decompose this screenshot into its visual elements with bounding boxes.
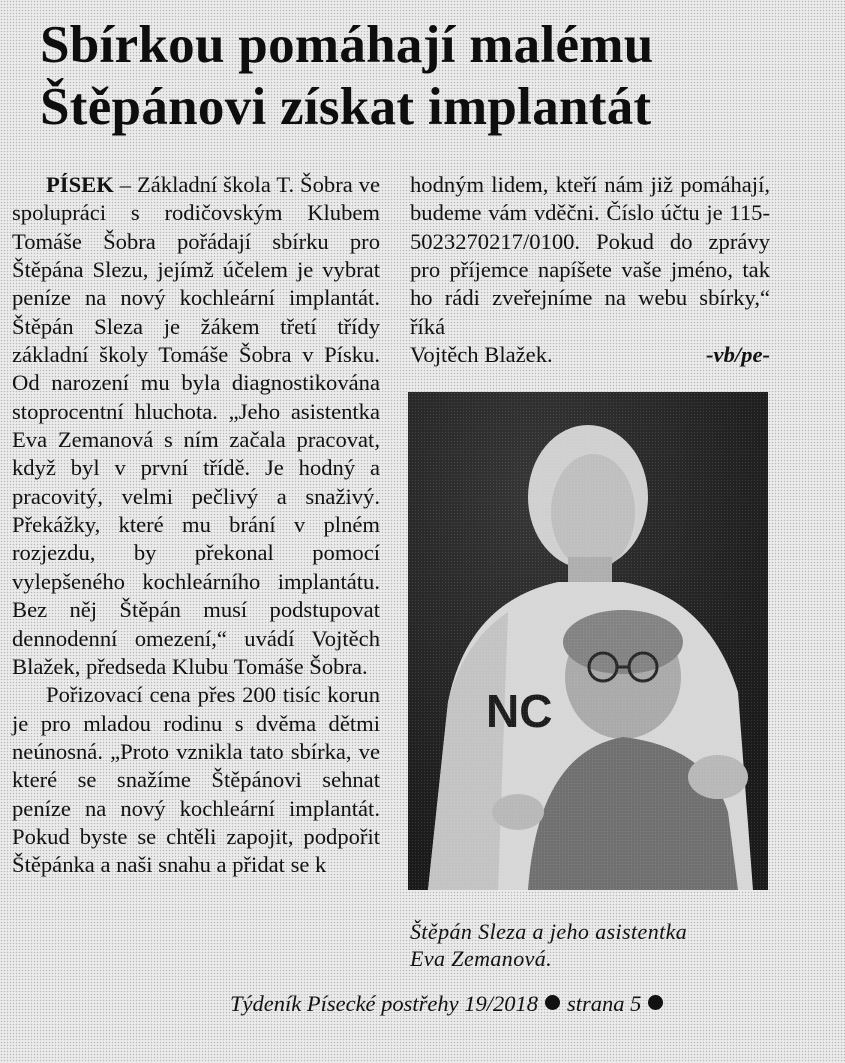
paragraph-2-continued <box>410 171 770 341</box>
bullet-icon <box>648 995 663 1010</box>
photo-caption <box>410 918 770 972</box>
caption-line-1: Štěpán Sleza a jeho asistentka <box>410 919 688 944</box>
bullet-icon <box>545 995 560 1010</box>
photo-of-two-people-icon <box>408 392 768 890</box>
headline-line-2: Štěpánovi získat implantát <box>40 78 652 136</box>
article-left-column <box>12 171 380 880</box>
paragraph-1-text: – Základní škola T. Šobra ve spolupráci s rodičovským Klubem Tomáše Šobra pořádají sbírku pro Štěpána Slezu, jejímž účelem je vybrat peníze na nový kochleární implantát. Štěpán Sleza je žákem třetí třídy základní školy Tomáše Šobra v Písku. Od narození mu byla diagnostikována stoprocentní hluchota. „Jeho asistentka Eva Zemanová s ním začala pracovat, když byl v první třídě. Je hodný a pracovitý, velmi pečlivý a snaživý. Překážky, které mu brání v plném rozjezdu, by překonal pomocí vylepšeného kochleárního implantátu. Bez něj Štěpán musí podstupovat dennodenní omezení,“ uvádí Vojtěch Blažek, předseda Klubu Tomáše Šobra. <box>12 172 380 679</box>
page-number: strana 5 <box>567 991 642 1016</box>
headline <box>40 14 810 138</box>
paragraph-2-continued-text: hodným lidem, kteří nám již pomáhají, budeme vám vděčni. Číslo účtu je 115-5023270217/0100. Pokud do zprávy pro příjemce napíšete vaše jméno, tak ho rádi zveřejníme na webu sbírky,“ říká <box>410 172 770 339</box>
article-photo <box>408 392 768 890</box>
paragraph-2 <box>12 681 380 879</box>
caption-line-2: Eva Zemanová. <box>410 946 553 971</box>
publication-name: Týdeník Písecké postřehy 19/2018 <box>230 991 539 1016</box>
location-dateline: PÍSEK <box>46 172 114 197</box>
closing-line <box>410 341 770 369</box>
paragraph-2-text: Pořizovací cena přes 200 tisíc korun je pro mladou rodinu s dvěma dětmi neúnosná. „Proto vznikla tato sbírka, ve které se snažíme Štěpánovi sehnat peníze na nový kochleární implantát. Pokud byste se chtěli zapojit, podpořit Štěpánka a naši snahu a přidat se k <box>12 682 380 878</box>
headline-line-1: Sbírkou pomáhají malému <box>40 16 654 74</box>
article-right-column <box>410 171 770 369</box>
page-footer <box>230 990 770 1018</box>
paragraph-1 <box>12 171 380 681</box>
closing-text: Vojtěch Blažek. <box>410 342 553 368</box>
author-signature: -vb/pe- <box>706 342 770 368</box>
